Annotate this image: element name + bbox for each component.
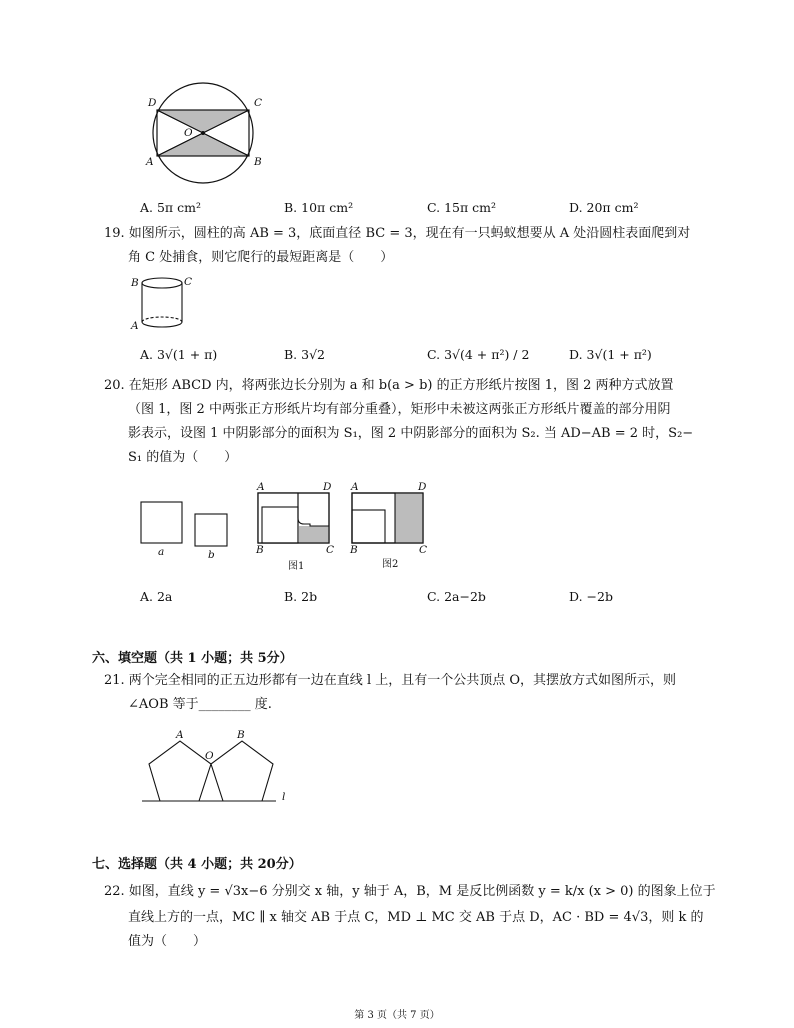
q20-option-d[interactable]: D. −2b	[569, 589, 613, 604]
q20-option-b[interactable]: B. 2b	[284, 589, 318, 604]
q21-line-1: 21. 两个完全相同的正五边形都有一边在直线 l 上，且有一个公共顶点 O，其摆放方式如图所示，则	[104, 673, 677, 688]
q18-label-d: D	[148, 97, 157, 109]
q21-label-a: A	[176, 729, 184, 741]
q20-fig1-label-d: D	[323, 481, 332, 493]
q19-label-a: A	[131, 320, 139, 332]
q20-fig2-label-d: D	[418, 481, 427, 493]
q20-fig2-label-b: B	[350, 544, 358, 556]
q21-label-b: B	[237, 729, 245, 741]
q19-line-2: 角 C 处捕食，则它爬行的最短距离是（ ）	[128, 250, 394, 265]
q20-fig2-label-a: A	[351, 481, 359, 493]
q18-option-d[interactable]: D. 20π cm²	[569, 200, 639, 215]
q20-option-c[interactable]: C. 2a−2b	[427, 589, 486, 604]
q20-fig2-label-c: C	[419, 544, 428, 556]
q21-line-2: ∠AOB 等于________ 度.	[128, 697, 272, 712]
q18-label-a: A	[146, 156, 154, 168]
q18-label-c: C	[254, 97, 263, 109]
q20-fig1-label-b: B	[256, 544, 264, 556]
q19-option-d[interactable]: D. 3√(1 + π²)	[569, 347, 652, 362]
q20-label-b-side: b	[208, 549, 215, 561]
q21-label-o: O	[205, 750, 214, 762]
q20-fig1-label-c: C	[326, 544, 335, 556]
section-7-title: 七、选择题（共 4 小题；共 20分）	[92, 857, 302, 872]
q18-option-c[interactable]: C. 15π cm²	[427, 200, 497, 215]
q19-label-b: B	[131, 277, 139, 289]
q19-line-1: 19. 如图所示，圆柱的高 AB = 3，底面直径 BC = 3，现在有一只蚂蚁想要从 A 处沿圆柱表面爬到对	[104, 226, 691, 241]
q20-label-a-side: a	[158, 546, 165, 558]
q18-label-b: B	[254, 156, 262, 168]
q19-option-c[interactable]: C. 3√(4 + π²) / 2	[427, 347, 530, 362]
q20-fig2-caption: 图2	[382, 559, 399, 570]
q22-line-1: 22. 如图，直线 y = √3x−6 分别交 x 轴，y 轴于 A，B，M 是反比例函数 y = k/x (x > 0) 的图象上位于	[104, 884, 716, 899]
q20-fig1-caption: 图1	[288, 561, 305, 572]
q20-fig1-label-a: A	[257, 481, 265, 493]
q20-option-a[interactable]: A. 2a	[140, 589, 173, 604]
page-footer: 第 3 页（共 7 页）	[354, 1010, 440, 1021]
q20-line-3: 影表示，设图 1 中阴影部分的面积为 S₁，图 2 中阴影部分的面积为 S₂. 当 AD−AB = 2 时，S₂−	[128, 426, 694, 441]
q20-line-1: 20. 在矩形 ABCD 内，将两张边长分别为 a 和 b(a > b) 的正方形纸片按图 1，图 2 两种方式放置	[104, 378, 674, 393]
q19-label-c: C	[184, 276, 193, 288]
q20-line-4: S₁ 的值为（ ）	[128, 450, 238, 465]
section-6-title: 六、填空题（共 1 小题；共 5分）	[92, 651, 293, 666]
q21-label-l: l	[282, 791, 286, 803]
q18-option-a[interactable]: A. 5π cm²	[140, 200, 201, 215]
q18-option-b[interactable]: B. 10π cm²	[284, 200, 354, 215]
q19-option-a[interactable]: A. 3√(1 + π)	[140, 347, 218, 362]
q20-line-2: （图 1，图 2 中两张正方形纸片均有部分重叠），矩形中未被这两张正方形纸片覆盖的部分用阴	[128, 402, 671, 417]
q22-line-3: 值为（ ）	[128, 934, 207, 949]
q19-option-b[interactable]: B. 3√2	[284, 347, 326, 362]
q22-line-2: 直线上方的一点，MC ∥ x 轴交 AB 于点 C，MD ⊥ MC 交 AB 于点 D，AC · BD = 4√3，则 k 的	[128, 910, 704, 925]
q18-label-o: O	[184, 127, 193, 139]
